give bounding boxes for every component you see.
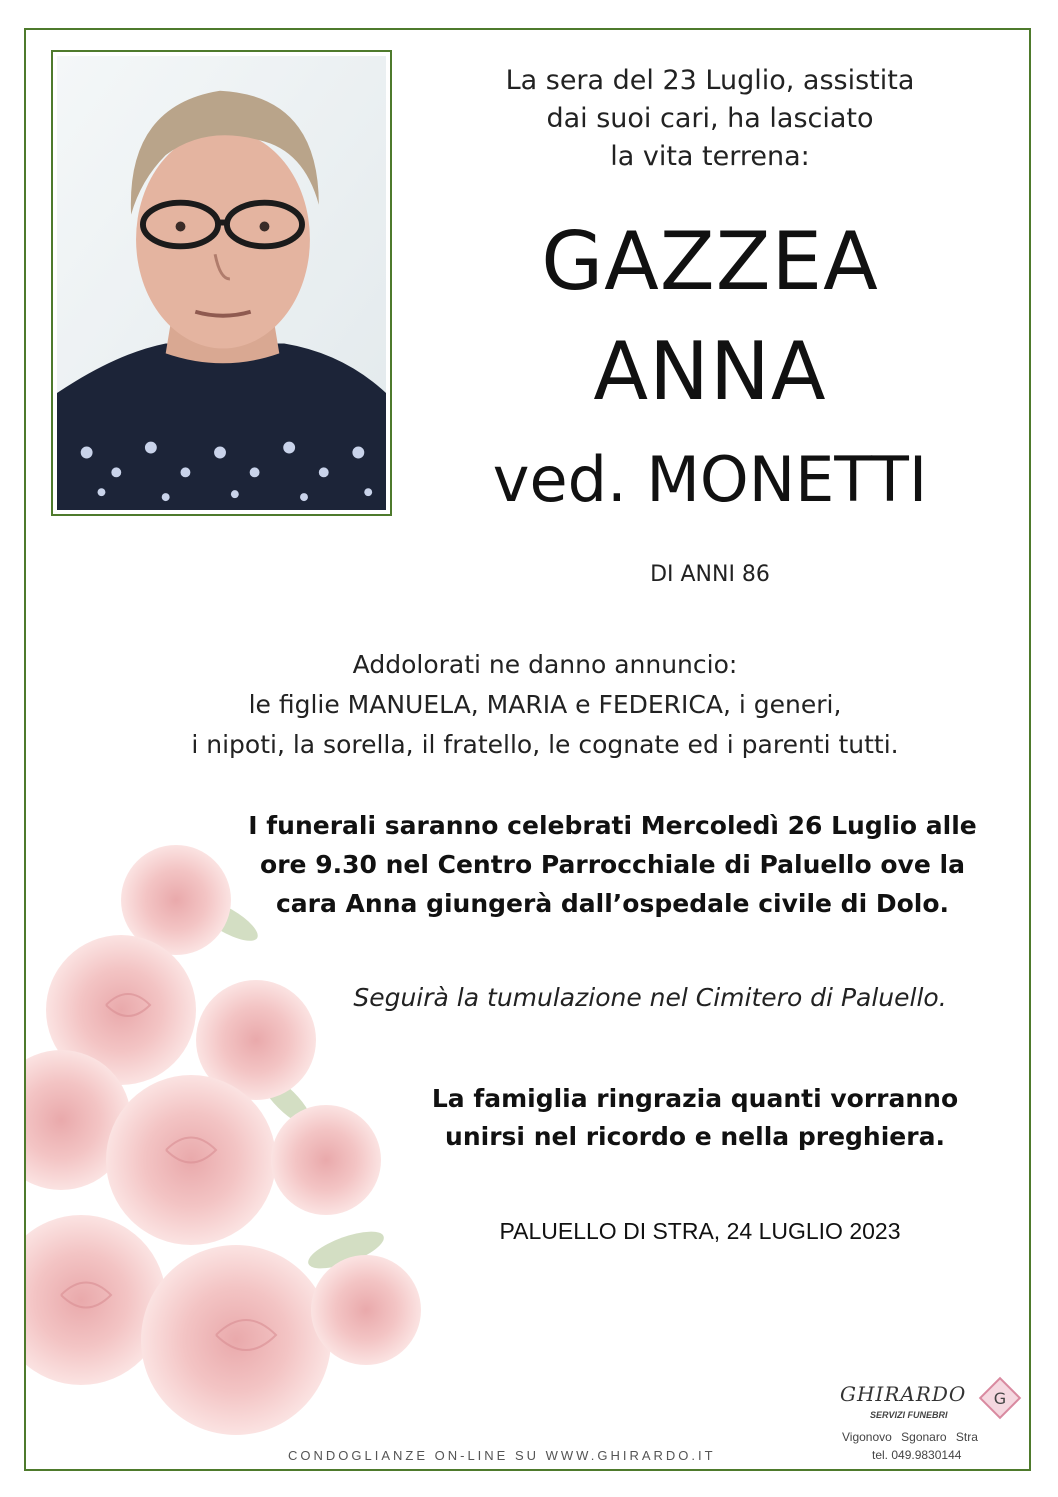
thanks-line: La famiglia ringrazia quanti vorranno (431, 1084, 959, 1113)
announcement-line: i nipoti, la sorella, il fratello, le cognate ed i parenti tutti. (191, 730, 899, 759)
announcement-text (130, 645, 960, 765)
burial-text: Seguirà la tumulazione nel Cimitero di Paluello. (353, 983, 947, 1012)
deceased-age: DI ANNI 86 (650, 562, 770, 587)
thanks-line: unirsi nel ricordo e nella preghiera. (445, 1122, 945, 1151)
intro-line: la vita terrena: (610, 141, 810, 172)
logo-phone: tel. 049.9830144 (872, 1448, 962, 1462)
place-date: PALUELLO DI STRA, 24 LUGLIO 2023 (499, 1218, 901, 1244)
emblem-letter: G (993, 1389, 1007, 1408)
deceased-surname: GAZZEA (541, 215, 879, 308)
deceased-married-name: ved. MONETTI (492, 443, 928, 516)
funeral-line: ore 9.30 nel Centro Parrocchiale di Paluello ove la (260, 850, 965, 879)
logo-subtitle: SERVIZI FUNEBRI (870, 1410, 948, 1420)
intro-text (460, 62, 960, 176)
intro-line: dai suoi cari, ha lasciato (546, 103, 874, 134)
logo-towns: Vigonovo Sgonaro Stra (842, 1430, 978, 1444)
portrait-photo (51, 50, 392, 516)
funeral-line: I funerali saranno celebrati Mercoledì 26 Luglio alle (248, 811, 977, 840)
logo-name: GHIRARDO (840, 1382, 967, 1406)
roses-decoration (26, 830, 426, 1470)
deceased-first-name: ANNA (593, 325, 827, 418)
funeral-line: cara Anna giungerà dall’ospedale civile di Dolo. (275, 889, 950, 918)
intro-line: La sera del 23 Luglio, assistita (505, 65, 915, 96)
diamond-emblem-icon (978, 1376, 1022, 1420)
announcement-line: Addolorati ne danno annuncio: (352, 650, 738, 679)
funeral-home-logo (830, 1376, 1030, 1466)
condolences-footer: CONDOGLIANZE ON-LINE SU WWW.GHIRARDO.IT (288, 1448, 716, 1463)
thanks-text (400, 1080, 990, 1156)
announcement-line: le figlie MANUELA, MARIA e FEDERICA, i generi, (248, 690, 842, 719)
